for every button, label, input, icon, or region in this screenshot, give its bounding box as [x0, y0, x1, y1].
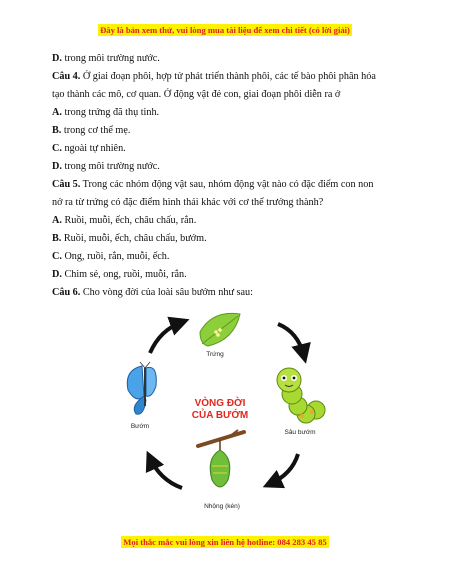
center-title-line2: CỦA BƯỚM [191, 410, 249, 421]
line-prefix: Câu 4. [52, 71, 81, 82]
life-cycle-diagram [120, 308, 340, 518]
pupa-icon [198, 430, 244, 487]
line-text: Ong, ruồi, rắn, muỗi, ếch. [61, 251, 170, 262]
line-prefix: C. [52, 143, 62, 154]
caterpillar-icon [277, 368, 325, 423]
line-prefix: A. [52, 215, 62, 226]
butterfly-icon [127, 362, 156, 414]
center-title-line1: VÒNG ĐỜI [194, 398, 246, 409]
text-line [52, 176, 402, 194]
hotline-footer [0, 537, 450, 547]
text-line [52, 158, 402, 176]
text-line [52, 248, 402, 266]
line-text: Cho vòng đời của loài sâu bướm như sau: [80, 287, 253, 298]
text-line [52, 104, 402, 122]
line-prefix: D. [52, 269, 62, 280]
label-caterpillar: Sâu bướm [284, 429, 316, 436]
preview-banner [0, 25, 450, 35]
line-text: Trong các nhóm động vật sau, nhóm động vật nào có đặc điểm con non [80, 179, 374, 190]
line-text: tạo thành các mô, cơ quan. Ở động vật đẻ con, giai đoạn phôi diễn ra ở [52, 89, 341, 100]
label-egg: Trứng [206, 351, 224, 358]
text-line [52, 86, 402, 104]
text-line [52, 230, 402, 248]
line-text: Ruồi, muỗi, ếch, châu chấu, bướm. [61, 233, 207, 244]
text-line [52, 284, 402, 302]
arrow-butterfly-to-egg-icon [150, 322, 182, 353]
line-prefix: B. [52, 233, 62, 244]
egg-on-leaf-icon [200, 313, 240, 346]
line-prefix: C. [52, 251, 62, 262]
text-line [52, 68, 402, 86]
line-text: trong cơ thể mẹ. [61, 125, 131, 136]
butterfly-life-cycle-figure [120, 308, 340, 518]
hotline-footer-text: Mọi thắc mắc vui lòng xin liên hệ hotline: 084 283 45 85 [123, 537, 327, 547]
line-prefix: D. [52, 161, 62, 172]
text-line [52, 140, 402, 158]
arrow-pupa-to-butterfly-icon [150, 458, 182, 488]
text-line [52, 122, 402, 140]
line-prefix: Câu 5. [52, 179, 81, 190]
line-text: ngoài tự nhiên. [61, 143, 126, 154]
arrow-egg-to-caterpillar-icon [278, 324, 304, 356]
line-text: trong trứng đã thụ tinh. [61, 107, 160, 118]
line-text: Chim sẻ, ong, ruồi, muỗi, rắn. [61, 269, 187, 280]
label-pupa: Nhộng (kén) [204, 503, 240, 510]
line-text: trong môi trường nước. [61, 161, 160, 172]
line-text: Ở giai đoạn phôi, hợp tử phát triển thành phôi, các tế bào phôi phân hóa [80, 71, 376, 82]
line-prefix: B. [52, 125, 62, 136]
line-text: trong môi trường nước. [61, 53, 160, 64]
text-line [52, 194, 402, 212]
line-prefix: Câu 6. [52, 287, 81, 298]
line-text: Ruồi, muỗi, ếch, châu chấu, rắn. [61, 215, 197, 226]
line-text: nở ra từ trứng có đặc điểm hình thái khác với cơ thể trưởng thành? [52, 197, 324, 208]
preview-banner-text: Đây là bản xem thử, vui lòng mua tài liệu để xem chi tiết (có lời giải) [100, 25, 350, 35]
label-butterfly: Bướm [130, 423, 150, 430]
text-line [52, 266, 402, 284]
document-body [52, 50, 402, 302]
line-prefix: D. [52, 53, 62, 64]
text-line [52, 212, 402, 230]
text-line [52, 50, 402, 68]
arrow-caterpillar-to-pupa-icon [270, 454, 298, 484]
line-prefix: A. [52, 107, 62, 118]
